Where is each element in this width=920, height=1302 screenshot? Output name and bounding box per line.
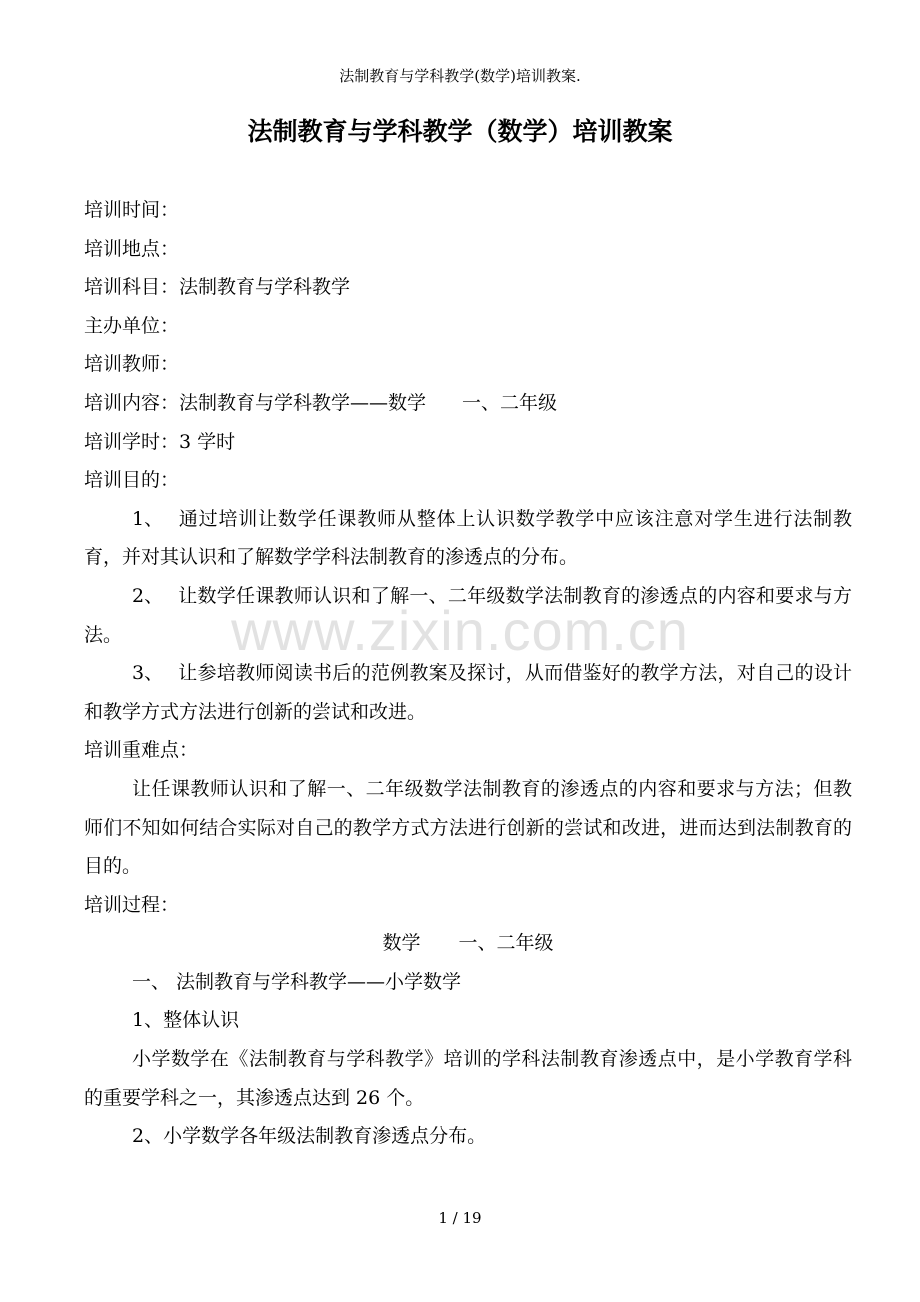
page-number: 1 / 19	[438, 1209, 482, 1227]
document-title: 法制教育与学科教学（数学）培训教案	[247, 117, 673, 146]
item-heading-1: 1、整体认识	[132, 1009, 240, 1032]
info-organizer: 主办单位：	[84, 314, 180, 337]
page-header: 法制教育与学科教学(数学)培训教案.	[339, 67, 581, 85]
process-subject: 数学	[382, 932, 421, 955]
purpose-number: 1、	[132, 507, 164, 530]
purpose-label: 培训目的：	[84, 469, 180, 492]
purpose-item-1	[84, 500, 852, 577]
item-text-1: 小学数学在《法制教育与学科教学》培训的学科法制教育渗透点中，是小学教育学科的重要学科之一，其渗透点达到 26 个。	[84, 1048, 852, 1109]
purpose-text: 让参培教师阅读书后的范例教案及探讨，从而借鉴好的教学方法，对自己的设计和教学方式方法进行创新的尝试和改进。	[84, 662, 852, 723]
document-body	[84, 191, 852, 1156]
info-content-grade: 一、二年级	[462, 391, 558, 414]
info-teacher: 培训教师：	[84, 353, 180, 376]
purpose-item-3	[84, 654, 852, 731]
purpose-number: 3、	[132, 662, 164, 685]
info-content-main: 培训内容：法制教育与学科教学——数学	[84, 391, 427, 414]
info-subject: 培训科目：法制教育与学科教学	[84, 276, 351, 299]
info-hours: 培训学时：3 学时	[84, 430, 236, 453]
process-grade: 一、二年级	[458, 932, 554, 955]
info-content	[84, 384, 852, 423]
process-subheading	[84, 924, 852, 963]
info-time: 培训时间：	[84, 199, 180, 221]
purpose-number: 2、	[132, 584, 164, 607]
watermark: www.zixin.com.cn	[231, 599, 689, 662]
purpose-text: 通过培训让数学任课教师从整体上认识数学教学中应该注意对学生进行法制教育，并对其认识和了解数学学科法制教育的渗透点的分布。	[84, 507, 852, 569]
key-points-label: 培训重难点：	[84, 739, 199, 762]
item-heading-2: 2、小学数学各年级法制教育渗透点分布。	[132, 1125, 487, 1148]
purpose-text: 让数学任课教师认识和了解一、二年级数学法制教育的渗透点的内容和要求与方法。	[84, 584, 852, 646]
info-place: 培训地点：	[84, 237, 180, 260]
purpose-item-2	[84, 577, 852, 654]
section-heading-1: 一、 法制教育与学科教学——小学数学	[132, 970, 462, 993]
process-label: 培训过程：	[84, 893, 180, 916]
key-points-text: 让任课教师认识和了解一、二年级数学法制教育的渗透点的内容和要求与方法；但教师们不知如何结合实际对自己的教学方式方法进行创新的尝试和改进，进而达到法制教育的目的。	[84, 777, 852, 878]
